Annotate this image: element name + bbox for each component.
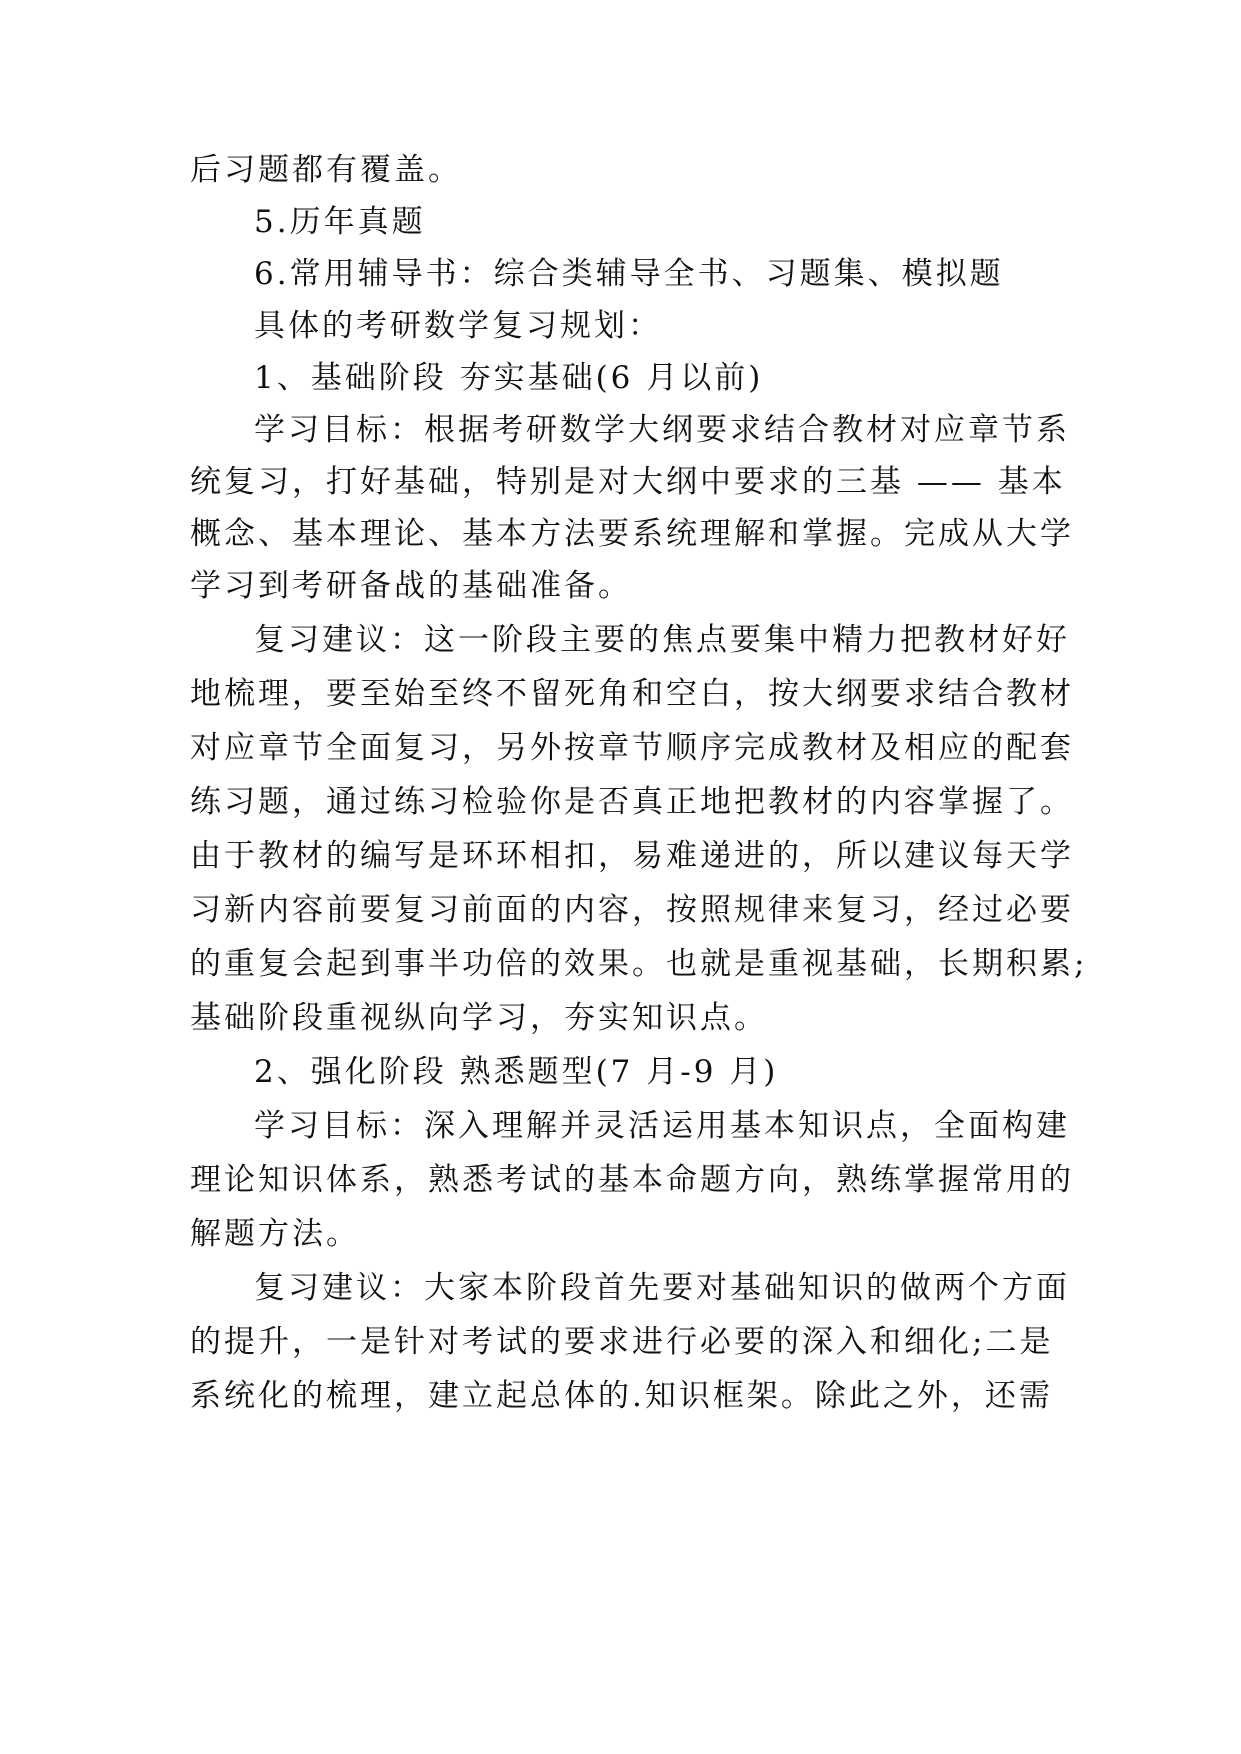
section-heading: 2、强化阶段 熟悉题型(7 月-9 月) (254, 1054, 779, 1090)
text-line: 后习题都有覆盖。 (190, 152, 462, 188)
text-line: 理论知识体系，熟悉考试的基本命题方向，熟练掌握常用的 (190, 1162, 1074, 1198)
document-page (190, 0, 1088, 1754)
text-line: 系统化的梳理，建立起总体的.知识框架。除此之外，还需 (190, 1378, 1053, 1414)
text-line: 复习建议：这一阶段主要的焦点要集中精力把教材好好 (254, 622, 1070, 658)
text-line: 学习目标：深入理解并灵活运用基本知识点，全面构建 (254, 1108, 1070, 1144)
text-line: 统复习，打好基础，特别是对大纲中要求的三基 —— 基本 (190, 464, 1066, 500)
text-line: 基础阶段重视纵向学习，夯实知识点。 (190, 1000, 768, 1036)
text-line: 对应章节全面复习，另外按章节顺序完成教材及相应的配套 (190, 730, 1074, 766)
text-line: 练习题，通过练习检验你是否真正地把教材的内容掌握了。 (190, 784, 1074, 820)
text-line: 概念、基本理论、基本方法要系统理解和掌握。完成从大学 (190, 516, 1074, 552)
text-line: 5.历年真题 (254, 204, 426, 240)
section-heading: 1、基础阶段 夯实基础(6 月以前) (254, 360, 764, 396)
text-line: 的提升，一是针对考试的要求进行必要的深入和细化;二是 (190, 1324, 1054, 1360)
text-line: 由于教材的编写是环环相扣，易难递进的，所以建议每天学 (190, 838, 1074, 874)
text-line: 学习到考研备战的基础准备。 (190, 568, 632, 604)
text-line: 的重复会起到事半功倍的效果。也就是重视基础，长期积累; (190, 946, 1088, 982)
text-line: 6.常用辅导书：综合类辅导全书、习题集、模拟题 (254, 256, 1004, 292)
text-line: 具体的考研数学复习规划： (254, 308, 662, 344)
text-line: 解题方法。 (190, 1216, 360, 1252)
text-line: 地梳理，要至始至终不留死角和空白，按大纲要求结合教材 (190, 676, 1074, 712)
text-line: 学习目标：根据考研数学大纲要求结合教材对应章节系 (254, 412, 1070, 448)
text-line: 复习建议：大家本阶段首先要对基础知识的做两个方面 (254, 1270, 1070, 1306)
text-line: 习新内容前要复习前面的内容，按照规律来复习，经过必要 (190, 892, 1074, 928)
